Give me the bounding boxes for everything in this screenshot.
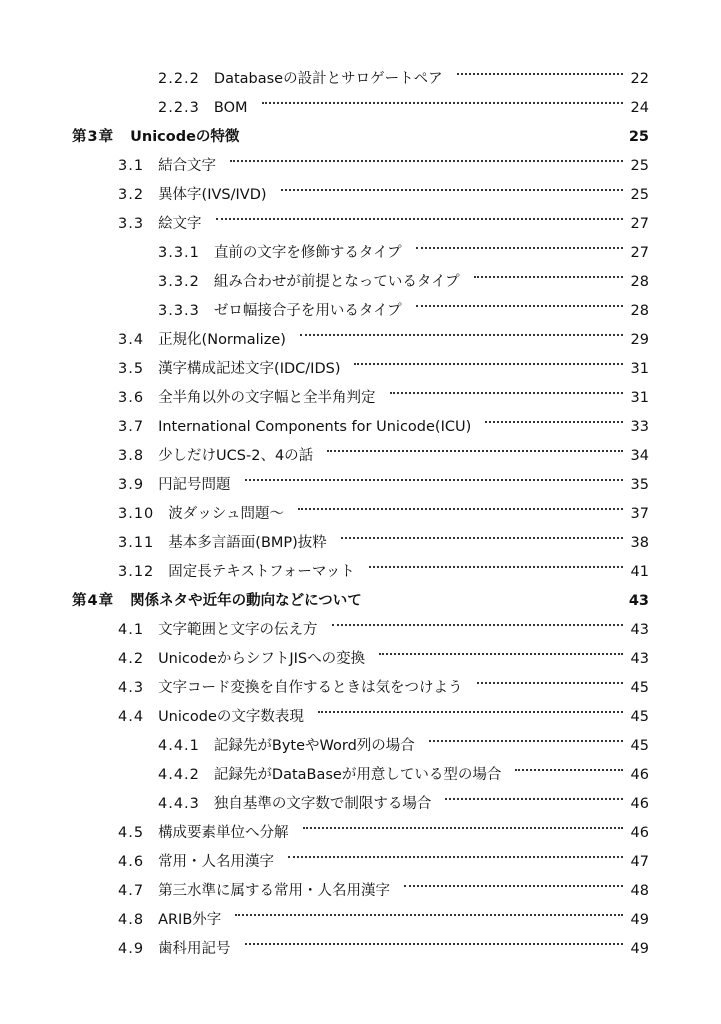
entry-number: 3.3	[118, 216, 145, 232]
toc-entry-4-4-2[interactable]	[158, 763, 649, 787]
toc-entry-3-3[interactable]	[118, 212, 649, 236]
dot-leader	[332, 624, 623, 626]
entry-page: 45	[630, 680, 649, 696]
entry-number: 3.7	[118, 419, 145, 435]
entry-page: 46	[630, 825, 649, 841]
dot-leader	[477, 682, 623, 684]
chapter-number: 第3章	[72, 129, 115, 145]
chapter-page: 43	[628, 593, 649, 609]
entry-title: 独自基準の文字数で制限する場合	[213, 796, 432, 812]
entry-title: 常用・人名用漢字	[158, 854, 275, 870]
toc-entry-3-5[interactable]	[118, 357, 649, 381]
dot-leader	[245, 479, 623, 481]
toc-entry-3-8[interactable]	[118, 444, 649, 468]
dot-leader	[216, 218, 623, 220]
entry-page: 45	[630, 738, 649, 754]
entry-number: 3.3.2	[158, 274, 200, 290]
toc-entry-4-3[interactable]	[118, 676, 649, 700]
entry-number: 4.4	[118, 709, 145, 725]
toc-chapter-4[interactable]	[72, 589, 649, 613]
entry-number: 4.4.2	[158, 767, 200, 783]
toc-entry-4-4-3[interactable]	[158, 792, 649, 816]
toc-entry-4-2[interactable]	[118, 647, 649, 671]
entry-title: 基本多言語面(BMP)抜粋	[168, 535, 327, 551]
entry-title: 歯科用記号	[158, 941, 231, 957]
entry-title: ARIB外字	[158, 912, 222, 928]
entry-title: 直前の文字を修飾するタイプ	[213, 245, 402, 261]
entry-page: 28	[630, 303, 649, 319]
entry-page: 41	[630, 564, 649, 580]
dot-leader	[379, 653, 623, 655]
entry-number: 4.1	[118, 622, 145, 638]
entry-page: 46	[630, 767, 649, 783]
entry-page: 37	[630, 506, 649, 522]
dot-leader	[230, 160, 623, 162]
entry-page: 31	[630, 390, 649, 406]
toc-entry-3-3-2[interactable]	[158, 270, 649, 294]
entry-title: Databaseの設計とサロゲートペア	[213, 71, 443, 87]
entry-number: 4.2	[118, 651, 145, 667]
toc-entry-4-5[interactable]	[118, 821, 649, 845]
entry-number: 4.9	[118, 941, 145, 957]
toc-entry-4-8[interactable]	[118, 908, 649, 932]
dot-leader	[445, 798, 623, 800]
toc-entry-2-2-2[interactable]	[158, 67, 649, 91]
toc-entry-3-9[interactable]	[118, 473, 649, 497]
entry-page: 31	[630, 361, 649, 377]
entry-page: 34	[630, 448, 649, 464]
toc-entry-3-4[interactable]	[118, 328, 649, 352]
entry-number: 3.1	[118, 158, 145, 174]
toc-entry-3-1[interactable]	[118, 154, 649, 178]
entry-title: 異体字(IVS/IVD)	[158, 187, 267, 203]
dot-leader	[369, 566, 623, 568]
toc-entry-3-11[interactable]	[118, 531, 649, 555]
entry-page: 22	[630, 71, 649, 87]
entry-number: 4.8	[118, 912, 145, 928]
entry-title: International Components for Unicode(ICU)	[158, 419, 472, 435]
entry-number: 3.9	[118, 477, 145, 493]
dot-leader	[390, 392, 623, 394]
toc-entry-4-1[interactable]	[118, 618, 649, 642]
entry-number: 3.3.1	[158, 245, 200, 261]
entry-page: 48	[630, 883, 649, 899]
toc-entry-3-6[interactable]	[118, 386, 649, 410]
entry-title: UnicodeからシフトJISへの変換	[158, 651, 366, 667]
dot-leader	[404, 885, 623, 887]
entry-title: 記録先がByteやWord列の場合	[213, 738, 415, 754]
entry-title: 組み合わせが前提となっているタイプ	[213, 274, 460, 290]
toc-entry-3-3-3[interactable]	[158, 299, 649, 323]
entry-page: 46	[630, 796, 649, 812]
toc-chapter-3[interactable]	[72, 125, 649, 149]
entry-title: 文字コード変換を自作するときは気をつけよう	[158, 680, 463, 696]
toc-entry-4-6[interactable]	[118, 850, 649, 874]
entry-number: 3.6	[118, 390, 145, 406]
entry-title: 波ダッシュ問題〜	[168, 506, 285, 522]
entry-title: 固定長テキストフォーマット	[168, 564, 355, 580]
chapter-page: 25	[628, 129, 649, 145]
entry-title: 絵文字	[158, 216, 202, 232]
entry-page: 29	[630, 332, 649, 348]
entry-page: 28	[630, 274, 649, 290]
entry-page: 49	[630, 941, 649, 957]
entry-number: 4.4.3	[158, 796, 200, 812]
toc-entry-3-3-1[interactable]	[158, 241, 649, 265]
toc-entry-4-4-1[interactable]	[158, 734, 649, 758]
entry-number: 4.5	[118, 825, 145, 841]
entry-number: 3.2	[118, 187, 145, 203]
entry-number: 4.7	[118, 883, 145, 899]
dot-leader	[429, 740, 623, 742]
dot-leader	[515, 769, 623, 771]
entry-page: 27	[630, 245, 649, 261]
toc-entry-4-7[interactable]	[118, 879, 649, 903]
dot-leader	[354, 363, 623, 365]
entry-page: 27	[630, 216, 649, 232]
toc-entry-3-7[interactable]	[118, 415, 649, 439]
entry-title: 記録先がDataBaseが用意している型の場合	[213, 767, 502, 783]
dot-leader	[474, 276, 623, 278]
entry-number: 3.12	[118, 564, 155, 580]
entry-number: 3.4	[118, 332, 145, 348]
dot-leader	[235, 914, 623, 916]
entry-number: 3.8	[118, 448, 145, 464]
dot-leader	[281, 189, 623, 191]
chapter-title: Unicodeの特徴	[130, 129, 240, 145]
entry-number: 3.5	[118, 361, 145, 377]
entry-title: 円記号問題	[158, 477, 231, 493]
dot-leader	[485, 421, 623, 423]
dot-leader	[416, 305, 623, 307]
chapter-number: 第4章	[72, 593, 115, 609]
entry-number: 4.3	[118, 680, 145, 696]
dot-leader	[300, 334, 623, 336]
entry-page: 38	[630, 535, 649, 551]
dot-leader	[457, 73, 623, 75]
dot-leader	[288, 856, 623, 858]
dot-leader	[318, 711, 623, 713]
dot-leader	[327, 450, 623, 452]
entry-number: 3.10	[118, 506, 155, 522]
entry-title: BOM	[213, 100, 248, 116]
toc-entry-3-10[interactable]	[118, 502, 649, 526]
entry-page: 49	[630, 912, 649, 928]
entry-page: 25	[630, 158, 649, 174]
entry-title: 文字範囲と文字の伝え方	[158, 622, 318, 638]
entry-number: 3.11	[118, 535, 155, 551]
entry-number: 4.4.1	[158, 738, 200, 754]
dot-leader	[341, 537, 623, 539]
chapter-title: 関係ネタや近年の動向などについて	[130, 593, 362, 609]
dot-leader	[416, 247, 623, 249]
dot-leader	[303, 827, 623, 829]
entry-title: 漢字構成記述文字(IDC/IDS)	[158, 361, 341, 377]
toc-entry-4-4[interactable]	[118, 705, 649, 729]
dot-leader	[262, 102, 623, 104]
entry-number: 3.3.3	[158, 303, 200, 319]
toc-entry-2-2-3[interactable]	[158, 96, 649, 120]
entry-title: 全半角以外の文字幅と全半角判定	[158, 390, 376, 406]
entry-title: 正規化(Normalize)	[158, 332, 286, 348]
entry-number: 2.2.3	[158, 100, 200, 116]
entry-page: 24	[630, 100, 649, 116]
entry-title: 少しだけUCS-2、4の話	[158, 448, 314, 464]
toc-entry-3-2[interactable]	[118, 183, 649, 207]
entry-page: 25	[630, 187, 649, 203]
dot-leader	[298, 508, 623, 510]
entry-page: 47	[630, 854, 649, 870]
toc-entry-4-9[interactable]	[118, 937, 649, 961]
entry-title: ゼロ幅接合子を用いるタイプ	[213, 303, 402, 319]
toc-entry-3-12[interactable]	[118, 560, 649, 584]
entry-title: 結合文字	[158, 158, 217, 174]
entry-page: 45	[630, 709, 649, 725]
entry-page: 33	[630, 419, 649, 435]
entry-number: 2.2.2	[158, 71, 200, 87]
entry-title: 構成要素単位へ分解	[158, 825, 289, 841]
entry-page: 43	[630, 622, 649, 638]
entry-title: Unicodeの文字数表現	[158, 709, 304, 725]
dot-leader	[245, 943, 623, 945]
entry-number: 4.6	[118, 854, 145, 870]
entry-page: 35	[630, 477, 649, 493]
entry-page: 43	[630, 651, 649, 667]
entry-title: 第三水準に属する常用・人名用漢字	[158, 883, 391, 899]
